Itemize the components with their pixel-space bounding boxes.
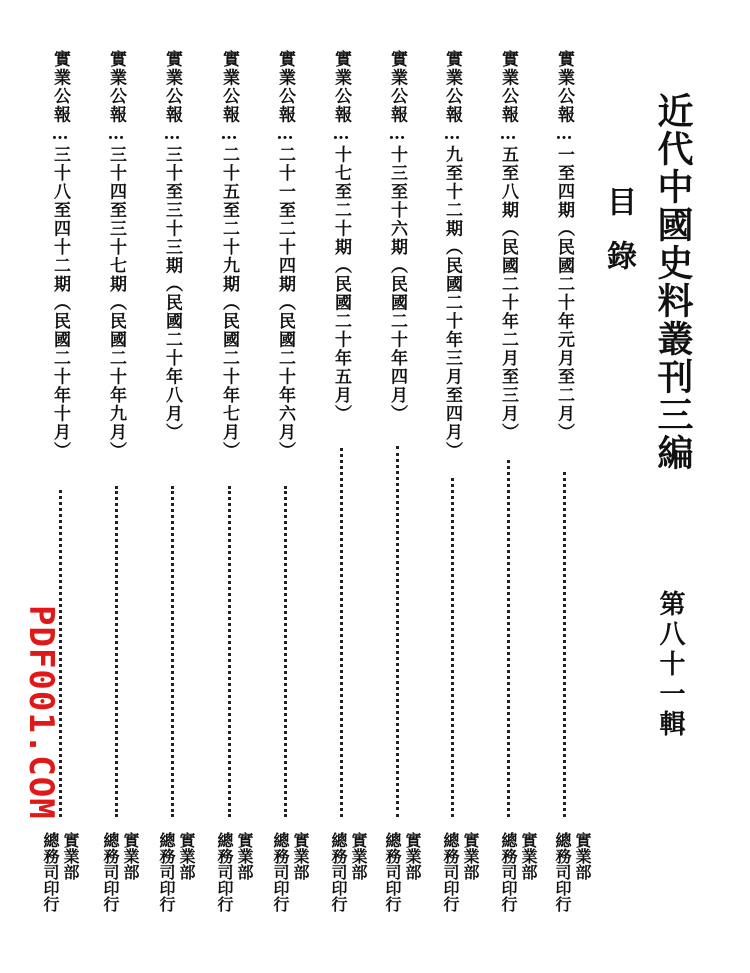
publisher-ministry: 實業部 bbox=[403, 832, 422, 880]
publisher-office: 總務司印行 bbox=[383, 832, 402, 912]
publisher-office: 總務司印行 bbox=[157, 832, 176, 912]
leader-dots bbox=[340, 448, 346, 817]
toc-entry-title: 實業公報…十三至十六期（民國二十年四月） bbox=[387, 50, 407, 423]
publisher-ministry: 實業部 bbox=[519, 832, 538, 880]
publisher-office: 總務司印行 bbox=[101, 832, 120, 912]
publisher-ministry: 實業部 bbox=[349, 832, 368, 880]
series-title: 近代中國史料叢刊三編 bbox=[652, 92, 694, 472]
publisher-ministry: 實業部 bbox=[235, 832, 254, 880]
publisher-ministry: 實業部 bbox=[573, 832, 592, 880]
publisher-ministry: 實業部 bbox=[291, 832, 310, 880]
leader-dots bbox=[507, 460, 513, 817]
volume-label: 第八十一輯 bbox=[655, 590, 685, 740]
toc-entry-title: 實業公報…十七至二十期（民國二十年五月） bbox=[331, 50, 351, 423]
leader-dots bbox=[171, 486, 177, 817]
toc-entry-title: 實業公報…二十一至二十四期（民國二十年六月） bbox=[275, 50, 295, 460]
publisher-ministry: 實業部 bbox=[121, 832, 140, 880]
toc-entry-title: 實業公報…三十八至四十二期（民國二十年十月） bbox=[50, 50, 70, 460]
toc-entry-title: 實業公報…三十四至三十七期（民國二十年九月） bbox=[106, 50, 126, 460]
publisher-ministry: 實業部 bbox=[177, 832, 196, 880]
watermark-logo: PDF001.COM bbox=[21, 605, 61, 820]
publisher-office: 總務司印行 bbox=[271, 832, 290, 912]
toc-heading: 目錄 bbox=[601, 186, 636, 294]
toc-entry-title: 實業公報…五至八期（民國二十年二月至三月） bbox=[498, 50, 518, 442]
leader-dots bbox=[563, 472, 569, 817]
publisher-office: 總務司印行 bbox=[41, 832, 60, 912]
publisher-office: 總務司印行 bbox=[215, 832, 234, 912]
publisher-ministry: 實業部 bbox=[461, 832, 480, 880]
toc-entry-title: 實業公報…三十至三十三期（民國二十年八月） bbox=[162, 50, 182, 442]
toc-entry-title: 實業公報…一至四期（民國二十年元月至二月） bbox=[554, 50, 574, 442]
leader-dots bbox=[284, 486, 290, 817]
publisher-office: 總務司印行 bbox=[329, 832, 348, 912]
toc-entry-title: 實業公報…九至十二期（民國二十年三月至四月） bbox=[442, 50, 462, 460]
publisher-ministry: 實業部 bbox=[61, 832, 80, 880]
toc-entry-title: 實業公報…二十五至二十九期（民國二十年七月） bbox=[219, 50, 239, 460]
leader-dots bbox=[115, 486, 121, 817]
publisher-office: 總務司印行 bbox=[441, 832, 460, 912]
publisher-office: 總務司印行 bbox=[553, 832, 572, 912]
leader-dots bbox=[396, 446, 402, 817]
leader-dots bbox=[228, 486, 234, 817]
publisher-office: 總務司印行 bbox=[499, 832, 518, 912]
leader-dots bbox=[451, 478, 457, 817]
